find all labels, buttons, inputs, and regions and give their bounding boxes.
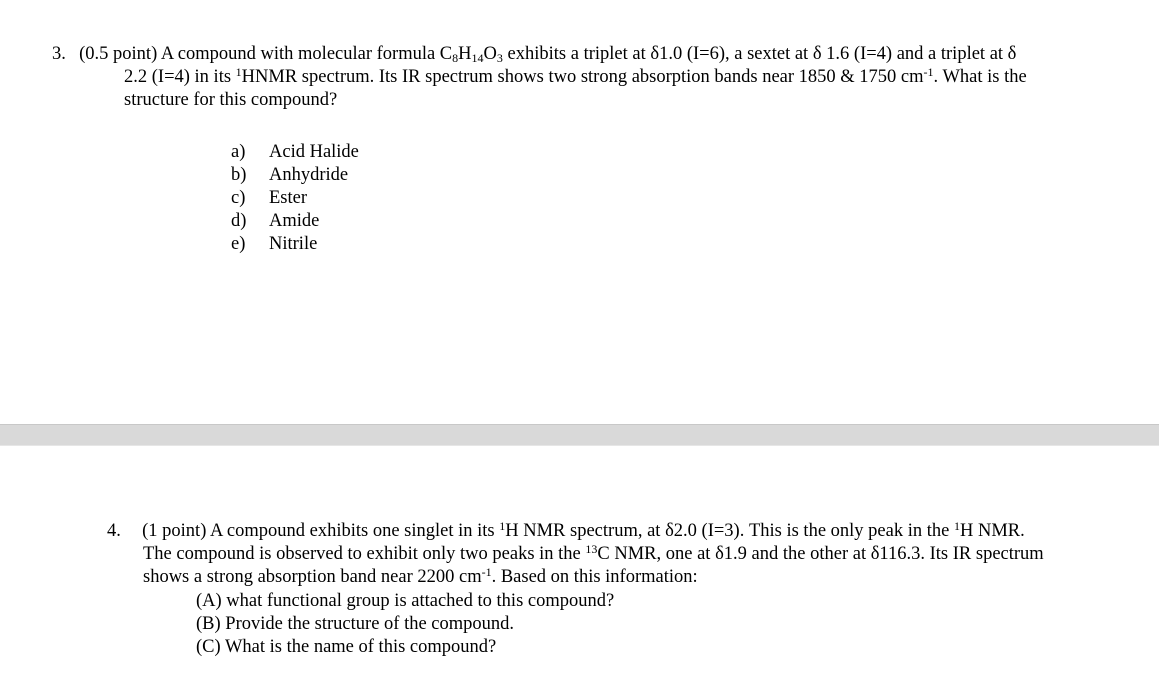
- question-4-text: H NMR.: [959, 521, 1025, 541]
- question-4-text: . Based on this information:: [491, 567, 698, 587]
- question-3-text: structure for this compound?: [124, 90, 338, 110]
- superscript: -1: [481, 565, 492, 579]
- question-4-part-a: [196, 590, 614, 613]
- superscript: 1: [953, 519, 960, 533]
- option-letter: c): [231, 188, 246, 208]
- question-4-text: H NMR spectrum, at δ2.0 (I=3). This is the only peak in the: [505, 521, 954, 541]
- question-4-part-text: (C) What is the name of this compound?: [196, 637, 497, 657]
- superscript: 1: [499, 519, 506, 533]
- question-4-part-c: [196, 636, 496, 659]
- question-4-line-2: [143, 543, 1044, 566]
- question-4-part-text: (A) what functional group is attached to this compound?: [196, 591, 615, 611]
- option-label: Amide: [269, 211, 320, 231]
- option-letter: a): [231, 142, 246, 162]
- question-4-line-3: [143, 566, 698, 589]
- option-letter: d): [231, 211, 247, 231]
- option-label: Anhydride: [269, 165, 349, 185]
- question-3-line-3: [124, 89, 337, 112]
- question-3-text: 2.2 (I=4) in its: [124, 67, 236, 87]
- option-b[interactable]: [231, 164, 348, 187]
- question-3-text: . What is the: [933, 67, 1027, 87]
- question-4-text: (1 point) A compound exhibits one singlet in its: [142, 521, 500, 541]
- question-4-line-1: [107, 520, 1025, 543]
- question-3-text: HNMR spectrum. Its IR spectrum shows two strong absorption bands near 1850 & 1750 cm: [241, 67, 924, 87]
- subscript: 3: [496, 51, 503, 65]
- question-3-text: (0.5 point) A compound with molecular formula C: [79, 44, 453, 64]
- question-4-number: 4.: [107, 521, 121, 541]
- option-a[interactable]: [231, 141, 359, 164]
- question-4-text: shows a strong absorption band near 2200 cm: [143, 567, 482, 587]
- subscript: 8: [452, 51, 459, 65]
- question-4-text: C NMR, one at δ1.9 and the other at δ116.3. Its IR spectrum: [597, 544, 1044, 564]
- option-label: Nitrile: [269, 234, 318, 254]
- question-3-line-1: [52, 43, 1016, 66]
- question-4-part-b: [196, 613, 514, 636]
- question-3-line-2: [124, 66, 1027, 89]
- subscript: 14: [471, 51, 484, 65]
- option-letter: b): [231, 165, 247, 185]
- question-3-text: exhibits a triplet at δ1.0 (I=6), a sextet at δ 1.6 (I=4) and a triplet at δ: [502, 44, 1017, 64]
- question-4-part-text: (B) Provide the structure of the compound.: [196, 614, 515, 634]
- question-3-number: 3.: [52, 44, 66, 64]
- option-label: Ester: [269, 188, 308, 208]
- question-4-text: The compound is observed to exhibit only two peaks in the: [143, 544, 586, 564]
- page-separator: [0, 424, 1159, 446]
- option-label: Acid Halide: [269, 142, 359, 162]
- option-c[interactable]: [231, 187, 307, 210]
- question-3-text: O: [483, 44, 497, 64]
- question-3-text: H: [458, 44, 472, 64]
- superscript: 13: [585, 542, 598, 556]
- option-letter: e): [231, 234, 246, 254]
- superscript: -1: [923, 65, 934, 79]
- option-e[interactable]: [231, 233, 317, 256]
- superscript: 1: [235, 65, 242, 79]
- option-d[interactable]: [231, 210, 319, 233]
